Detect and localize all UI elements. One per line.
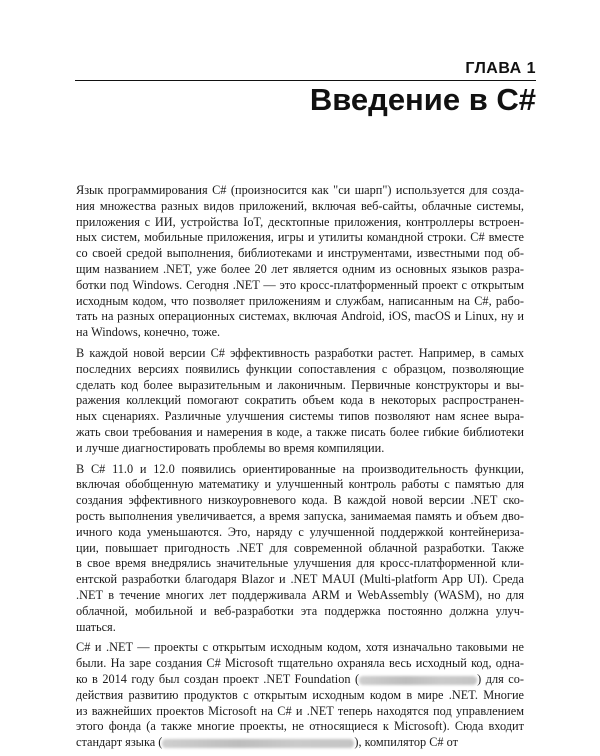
chapter-title: Введение в C# (309, 82, 536, 117)
text-line (76, 735, 524, 751)
text-line: .NET в течение многих лет поддерживала ARM и WebAssembly (WASM), но для (76, 587, 524, 602)
paragraph (76, 183, 524, 341)
text-line: облачной, мобильной и веб-разработки эта поддержка постоянно должна улуч- (76, 603, 524, 618)
text-line: ния множества разных видов приложений, включая веб-сайты, облачные системы, (76, 198, 524, 213)
text-line: В C# 11.0 и 12.0 появились ориентированные на производительность функции, (76, 461, 524, 476)
text-line (76, 672, 524, 688)
paragraph (76, 640, 524, 751)
paragraph (76, 346, 524, 457)
text-line: ражения коллекций помогают сократить объем кода в некоторых распространен- (76, 393, 524, 408)
text-line: C# и .NET — проекты с открытым исходным кодом, хотя изначально таковыми не (76, 640, 524, 655)
text-line: Язык программирования C# (произносится как "си шарп") используется для созда- (76, 183, 524, 197)
text-line: исходным кодом, что позволяет приложениям и службам, написанным на C#, рабо- (76, 293, 524, 308)
text-line: ных сценариях. Различные улучшения системы типов позволяют нам яснее выра- (76, 409, 524, 424)
text-fragment: ) для со- (477, 671, 524, 686)
text-line: ентской разработки благодаря Blazor и .NET MAUI (Multi-platform App UI). Среда (76, 572, 524, 587)
blurred-url (162, 739, 354, 748)
chapter-rule (75, 80, 536, 81)
chapter-label: ГЛАВА 1 (465, 60, 536, 77)
text-line: со своей средой выполнения, библиотеками и инструментами, известными под об- (76, 246, 524, 261)
text-line: в свое время внедрялись значительные улучшения для кросс-платформенной кли- (76, 556, 524, 571)
text-line: В каждой новой версии C# эффективность разработки растет. Например, в самых (76, 345, 524, 360)
text-line: последних версиях появились функции сопоставления с образцом, позволяющие (76, 361, 524, 376)
text-line: ных систем, мобильные приложения, игры и утилиты командной строки. C# вместе (76, 230, 524, 245)
text-line: шаться. (76, 619, 116, 634)
paragraph (76, 462, 524, 636)
text-fragment: ко в 2014 году был создан проект .NET Foundation ( (76, 671, 360, 686)
text-line: и лучше диагностировать проблемы во время компиляции. (76, 440, 385, 455)
text-line: рость выполнения увеличивается, а время запуска, занимаемая память и объем дво- (76, 508, 524, 523)
text-line: приложения с ИИ, устройства IoT, десктопные приложения, контроллеры встроен- (76, 214, 524, 229)
body-text (76, 183, 524, 756)
text-line: ботки под Windows. Сегодня .NET — это кросс-платформенный проект с открытым (76, 277, 524, 292)
text-line: из важнейших проектов Microsoft на C# и .NET теперь находятся под управлением (76, 703, 524, 718)
text-line: ции, повышает пригодность .NET для современной облачной разработки. Также (76, 540, 524, 555)
text-line: жать свои требования и намерения в коде, а также писать более гибкие библиотеки (76, 424, 524, 439)
text-line: были. На заре создания C# Microsoft тщательно охраняла весь исходный код, одна- (76, 656, 524, 671)
text-line: ичного кода уменьшаются. Это, наряду с улучшенной поддержкой контейнериза- (76, 524, 524, 539)
text-line: включая обобщенную математику и улучшенный контроль работы с памятью для (76, 477, 524, 492)
text-fragment: ), компилятор C# от (354, 735, 458, 750)
text-line: этого фонда (а также многие проекты, не относящиеся к Microsoft). Сюда входит (76, 719, 524, 734)
text-line: сделать код более выразительным и лаконичным. Первичные конструкторы и вы- (76, 377, 524, 392)
blurred-url (359, 676, 477, 685)
text-line: действия развитию продуктов с открытым исходным кодом в мире .NET. Многие (76, 687, 524, 702)
text-fragment: стандарт языка ( (76, 735, 163, 750)
text-line: на Windows, конечно, тоже. (76, 325, 221, 340)
text-line: тать на разных операционных системах, включая Android, iOS, macOS и Linux, ну и (76, 309, 524, 324)
text-line: щим названием .NET, уже более 20 лет является одним из основных языков разра- (76, 261, 524, 276)
text-line: создания эффективного низкоуровневого кода. В каждой новой версии .NET ско- (76, 493, 524, 508)
